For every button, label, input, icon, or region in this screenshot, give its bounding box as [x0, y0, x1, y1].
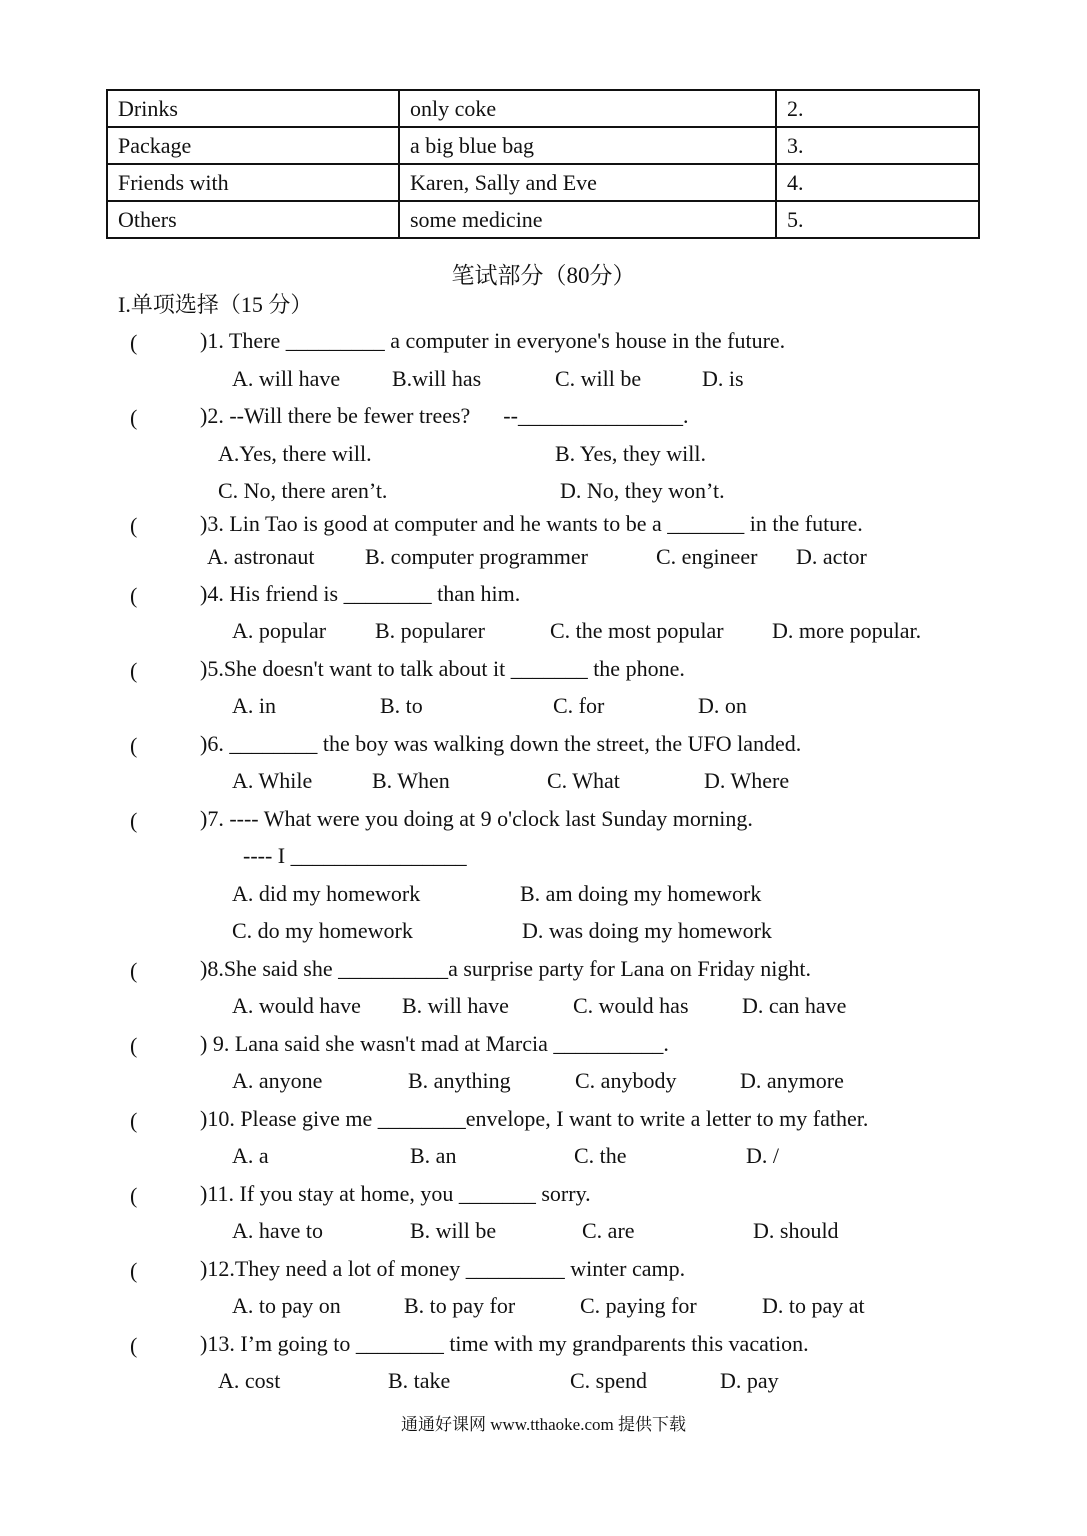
question-stem: )3. Lin Tao is good at computer and he wants to be a _______ in the future.: [200, 511, 863, 536]
option: A.Yes, there will.: [218, 441, 372, 466]
option: A. have to: [232, 1218, 324, 1243]
question-stem: )12.They need a lot of money _________ winter camp.: [200, 1256, 686, 1281]
option: A. popular: [232, 618, 327, 643]
option: D. No, they won’t.: [560, 478, 725, 503]
table-cell: some medicine: [399, 201, 776, 238]
option: A. anyone: [232, 1068, 323, 1093]
table-row: [107, 90, 979, 127]
table-cell: Karen, Sally and Eve: [399, 164, 776, 201]
option: C. No, there aren’t.: [218, 478, 388, 503]
table-cell: Others: [107, 201, 399, 238]
question-stem: )4. His friend is ________ than him.: [200, 581, 521, 606]
option: D. anymore: [740, 1068, 844, 1093]
option: B. When: [372, 768, 450, 793]
answer-paren: (: [130, 1108, 138, 1133]
option: C. do my homework: [232, 918, 413, 943]
answer-paren: (: [130, 513, 138, 538]
option: B. take: [388, 1368, 451, 1393]
answer-paren: (: [130, 733, 138, 758]
option: B. Yes, they will.: [555, 441, 706, 466]
option: C. are: [582, 1218, 635, 1243]
option: C. the most popular: [550, 618, 724, 643]
question-stem: )11. If you stay at home, you _______ sorry.: [200, 1181, 591, 1206]
option: A. in: [232, 693, 276, 718]
question-stem: )2. --Will there be fewer trees? --_______________.: [200, 403, 689, 428]
option: C. anybody: [575, 1068, 677, 1093]
option: C. would has: [573, 993, 689, 1018]
question-stem: )13. I’m going to ________ time with my grandparents this vacation.: [200, 1331, 809, 1356]
option: D. can have: [742, 993, 847, 1018]
option: B.will has: [392, 366, 482, 391]
option: B. an: [410, 1143, 457, 1168]
question-stem: )6. ________ the boy was walking down the street, the UFO landed.: [200, 731, 802, 756]
option: C. for: [553, 693, 605, 718]
answer-paren: (: [130, 583, 138, 608]
table-cell: only coke: [399, 90, 776, 127]
option: B. computer programmer: [365, 544, 588, 569]
option: D. actor: [796, 544, 867, 569]
answer-paren: (: [130, 658, 138, 683]
table-cell: 2.: [776, 90, 979, 127]
table-row: [107, 164, 979, 201]
option: D. is: [702, 366, 744, 391]
answer-line: ---- I ________________: [243, 843, 467, 868]
question-stem: )10. Please give me ________envelope, I want to write a letter to my father.: [200, 1106, 869, 1131]
option: C. the: [574, 1143, 627, 1168]
table-cell: 5.: [776, 201, 979, 238]
option: A. While: [232, 768, 313, 793]
option: B. anything: [408, 1068, 511, 1093]
page-footer: 通通好课网 www.tthaoke.com 提供下载: [400, 1415, 687, 1434]
option: D. Where: [704, 768, 790, 793]
option: A. a: [232, 1143, 269, 1168]
option: B. am doing my homework: [520, 881, 762, 906]
option: C. paying for: [580, 1293, 697, 1318]
option: D. pay: [720, 1368, 779, 1393]
answer-paren: (: [130, 1033, 138, 1058]
option: A. would have: [232, 993, 361, 1018]
part-title: I.单项选择（15 分）: [118, 292, 313, 317]
answer-paren: (: [130, 330, 138, 355]
answer-paren: (: [130, 405, 138, 430]
option: D. more popular.: [772, 618, 922, 643]
question-stem: )5.She doesn't want to talk about it _______ the phone.: [200, 656, 685, 681]
option: D. was doing my homework: [522, 918, 772, 943]
section-title: 笔试部分（80分）: [451, 263, 636, 288]
question-stem: )1. There _________ a computer in everyone's house in the future.: [200, 328, 786, 353]
question-stem: ) 9. Lana said she wasn't mad at Marcia __________.: [200, 1031, 669, 1056]
answer-paren: (: [130, 958, 138, 983]
option: C. will be: [555, 366, 642, 391]
option: A. did my homework: [232, 881, 421, 906]
option: B. to pay for: [404, 1293, 516, 1318]
option: C. engineer: [656, 544, 758, 569]
option: B. will have: [402, 993, 509, 1018]
option: D. /: [746, 1143, 779, 1168]
option: B. popularer: [375, 618, 485, 643]
table-cell: 4.: [776, 164, 979, 201]
table-cell: a big blue bag: [399, 127, 776, 164]
table-cell: Package: [107, 127, 399, 164]
option: A. to pay on: [232, 1293, 341, 1318]
option: C. What: [547, 768, 620, 793]
question-stem: )8.She said she __________a surprise party for Lana on Friday night.: [200, 956, 811, 981]
option: B. to: [380, 693, 423, 718]
table-cell: Friends with: [107, 164, 399, 201]
table-row: [107, 201, 979, 238]
table-cell: Drinks: [107, 90, 399, 127]
option: D. to pay at: [762, 1293, 865, 1318]
answer-paren: (: [130, 1183, 138, 1208]
table-row: [107, 127, 979, 164]
option: A. cost: [218, 1368, 281, 1393]
answer-paren: (: [130, 1258, 138, 1283]
option: D. should: [753, 1218, 839, 1243]
option: A. astronaut: [207, 544, 315, 569]
option: A. will have: [232, 366, 341, 391]
table-cell: 3.: [776, 127, 979, 164]
question-stem: )7. ---- What were you doing at 9 o'clock last Sunday morning.: [200, 806, 753, 831]
option: B. will be: [410, 1218, 497, 1243]
answer-paren: (: [130, 1333, 138, 1358]
option: D. on: [698, 693, 747, 718]
info-table: [106, 89, 980, 239]
option: C. spend: [570, 1368, 647, 1393]
answer-paren: (: [130, 808, 138, 833]
